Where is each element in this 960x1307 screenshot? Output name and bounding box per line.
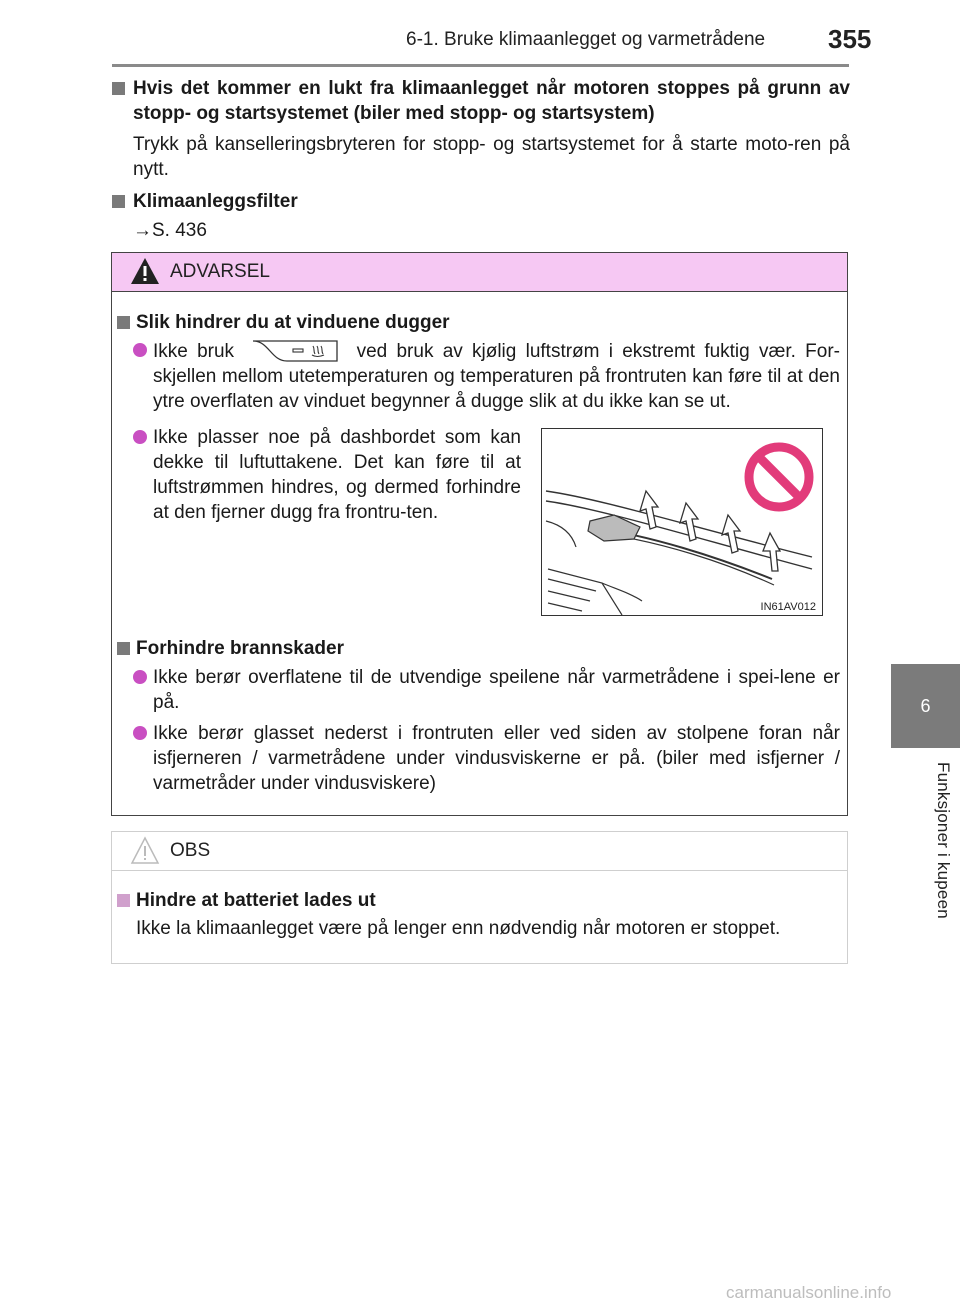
warning-bullet-windshield xyxy=(133,721,840,796)
intro-heading-odor xyxy=(112,76,850,126)
heading-text: Klimaanleggsfilter xyxy=(133,191,298,212)
warning-bullet-mirrors xyxy=(133,665,840,715)
warning-bullet-dashboard xyxy=(133,425,521,525)
notice-paragraph: Ikke la klimaanlegget være på lenger enn nødvendig når motoren er stoppet. xyxy=(136,918,781,939)
subheading-text: Slik hindrer du at vinduene dugger xyxy=(136,312,450,333)
round-bullet-icon xyxy=(133,430,147,444)
figure-code: IN61AV012 xyxy=(760,601,816,613)
square-bullet-icon xyxy=(117,316,130,329)
warning-header xyxy=(112,253,847,292)
round-bullet-icon xyxy=(133,670,147,684)
square-bullet-icon xyxy=(117,642,130,655)
bullet-text: Ikke berør overflatene til de utvendige speilene når varmetrådene i spei-lene er på. xyxy=(153,667,840,713)
notice-sub-battery xyxy=(117,888,376,913)
dashboard-obstruction-illustration xyxy=(542,429,822,615)
header-divider xyxy=(112,64,849,67)
warning-sub-fog xyxy=(117,310,450,335)
subheading-text: Hindre at batteriet lades ut xyxy=(136,890,376,911)
bullet-text: Ikke berør glasset nederst i frontruten eller ved siden av stolpene foran når isfjerneren / varmetrådene under vindusviskerne er på. (biler med isfjerner / varmetråder under vindusviskere) xyxy=(153,723,840,794)
watermark-text: carmanualsonline.info xyxy=(726,1283,892,1302)
notice-header xyxy=(112,832,847,871)
page-number: 355 xyxy=(828,24,872,54)
intro-section xyxy=(112,76,850,243)
warning-title: ADVARSEL xyxy=(170,261,270,282)
dashboard-vent-illustration xyxy=(541,428,823,616)
intro-paragraph-odor: Trykk på kanselleringsbryteren for stopp- og startsystemet for å starte moto-ren på nytt. xyxy=(133,134,850,180)
chapter-number: 6 xyxy=(920,695,931,716)
section-title: 6-1. Bruke klimaanlegget og varmetrådene xyxy=(406,29,766,50)
round-bullet-icon xyxy=(133,726,147,740)
notice-box xyxy=(111,831,848,964)
square-bullet-icon xyxy=(112,195,125,208)
intro-heading-filter xyxy=(112,189,850,214)
notice-title: OBS xyxy=(170,840,211,861)
round-bullet-icon xyxy=(133,343,147,357)
bullet-text-pre: Ikke bruk xyxy=(153,341,235,362)
square-bullet-icon xyxy=(117,894,130,907)
warning-sub-burn xyxy=(117,636,344,661)
caution-triangle-icon xyxy=(130,835,160,865)
defog-button-icon xyxy=(251,338,339,364)
bullet-text: Ikke plasser noe på dashbordet som kan dekke til luftuttakene. Det kan føre til at luftstrømmen hindres, og dermed forhindre at den fjerner dugg fra frontru-ten. xyxy=(153,427,521,523)
page-reference-link[interactable]: →S. 436 xyxy=(133,220,207,241)
warning-triangle-icon xyxy=(130,256,160,286)
chapter-title: Funksjoner i kupeen xyxy=(934,762,953,919)
heading-text: Hvis det kommer en lukt fra klimaanlegget når motoren stoppes på grunn av stopp- og startsystemet (biler med stopp- og startsystem) xyxy=(133,78,850,124)
square-bullet-icon xyxy=(112,82,125,95)
bullet-text-post: ved bruk av kjølig luftstrøm i ekstremt fuktig vær. For-skjellen mellom utetemperaturen og temperaturen på frontruten kan føre til at den ytre overflaten av vinduet begynner å dugge slik at du ikke kan se ut. xyxy=(153,341,841,412)
warning-bullet-defrost xyxy=(133,338,840,414)
chapter-tab[interactable] xyxy=(891,664,960,748)
subheading-text: Forhindre brannskader xyxy=(136,638,344,659)
